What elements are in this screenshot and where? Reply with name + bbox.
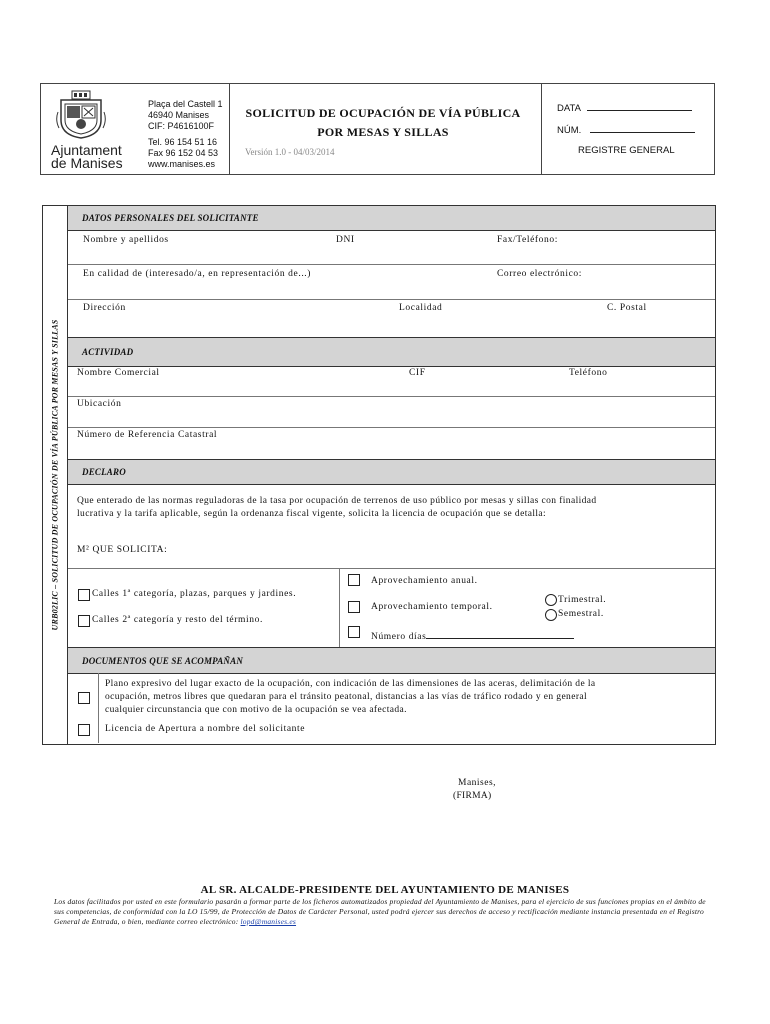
application-form bbox=[42, 205, 716, 745]
row-nombre-comercial[interactable] bbox=[68, 366, 715, 397]
trimestral-radio[interactable] bbox=[545, 594, 557, 606]
section-declaro: DECLARO bbox=[68, 459, 715, 485]
section-datos-personales: DATOS PERSONALES DEL SOLICITANTE bbox=[68, 205, 715, 231]
telefono-label: Teléfono bbox=[569, 368, 608, 378]
divider bbox=[68, 568, 715, 569]
row-ubicacion[interactable] bbox=[68, 397, 715, 428]
calles-2-checkbox[interactable] bbox=[78, 615, 90, 627]
calles-2-label: Calles 2ª categoría y resto del término. bbox=[92, 615, 263, 625]
firma-label[interactable]: (FIRMA) bbox=[453, 791, 492, 801]
semestral-radio[interactable] bbox=[545, 609, 557, 621]
row-referencia-catastral[interactable] bbox=[68, 428, 715, 458]
numero-dias-checkbox[interactable] bbox=[348, 626, 360, 638]
lopd-email-link[interactable]: lopd@manises.es bbox=[240, 917, 297, 926]
footer-title: AL SR. ALCALDE-PRESIDENTE DEL AYUNTAMIENTO DE MANISES bbox=[200, 884, 570, 896]
localidad-label: Localidad bbox=[399, 303, 443, 313]
logo-name: Ajuntament de Manises bbox=[51, 142, 123, 171]
contact-block: Tel. 96 154 51 16 Fax 96 152 04 53 www.manises.es bbox=[148, 137, 219, 169]
m2-label[interactable]: M² QUE SOLICITA: bbox=[77, 545, 168, 555]
address-block: Plaça del Castell 1 46940 Manises CIF: P4616100F bbox=[148, 99, 223, 131]
ubicacion-label: Ubicación bbox=[77, 399, 122, 409]
data-field[interactable]: DATA bbox=[557, 101, 692, 114]
lopd-notice: Los datos facilitados por usted en este formulario pasarán a formar parte de los ficheros automatizados propiedad del Ayuntamiento de Manises, para el ejercicio de sus funciones propias en el ámbito de sus competencias, de conformidad con la LO 15/99, de Protección de Datos de Carácter Personal, usted podrá ejercer sus derechos de acceso y rectificación mediante instancia presentada en el Registro General de Entrada, o bien, mediante correo electrónico: lopd@manises.es bbox=[54, 897, 706, 926]
declaro-text: Que enterado de las normas reguladoras de la tasa por ocupación de terrenos de uso público por mesas y sillas con finalidad lucrativa y la tarifa aplicable, según la ordenanza fiscal vigente, solicita la licencia de ocupación que se detalla: bbox=[77, 496, 597, 519]
row-direccion[interactable] bbox=[68, 300, 715, 336]
plano-checkbox[interactable] bbox=[78, 692, 90, 704]
section-actividad: ACTIVIDAD bbox=[68, 337, 715, 367]
correo-label: Correo electrónico: bbox=[497, 269, 582, 279]
row-calidad-correo[interactable] bbox=[68, 265, 715, 300]
aprov-anual-label: Aprovechamiento anual. bbox=[371, 576, 478, 586]
semestral-label: Semestral. bbox=[558, 609, 604, 619]
divider-vertical bbox=[98, 673, 99, 743]
aprov-anual-checkbox[interactable] bbox=[348, 574, 360, 586]
num-field[interactable]: NÚM. bbox=[557, 123, 695, 136]
header-box bbox=[40, 83, 715, 175]
row-nombre-dni-fax[interactable] bbox=[68, 230, 715, 265]
numero-dias-field[interactable]: Número días bbox=[371, 629, 574, 642]
cif-label: CIF bbox=[409, 368, 426, 378]
divider-vertical bbox=[339, 568, 340, 647]
version-label: Versión 1.0 - 04/03/2014 bbox=[245, 147, 335, 157]
header-divider bbox=[541, 84, 542, 174]
nombre-label: Nombre y apellidos bbox=[83, 235, 169, 245]
licencia-label: Licencia de Apertura a nombre del solicitante bbox=[105, 724, 306, 734]
nombre-comercial-label: Nombre Comercial bbox=[77, 368, 160, 378]
direccion-label: Dirección bbox=[83, 303, 126, 313]
dni-label: DNI bbox=[336, 235, 355, 245]
coat-of-arms-logo bbox=[55, 90, 107, 140]
licencia-checkbox[interactable] bbox=[78, 724, 90, 736]
section-documentos: DOCUMENTOS QUE SE ACOMPAÑAN bbox=[68, 647, 715, 674]
side-column bbox=[43, 206, 68, 744]
plano-text: Plano expresivo del lugar exacto de la ocupación, con indicación de las dimensiones de las aceras, delimitación de la ocupación, metros libres que quedaran para el tránsito peatonal, distancias a las vías de tráfico rodado y en general cualquier circunstancia que con motivo de la ocupación se vea afectada. bbox=[105, 679, 596, 715]
calles-1-checkbox[interactable] bbox=[78, 589, 90, 601]
registre-general-label: REGISTRE GENERAL bbox=[578, 145, 675, 156]
fax-label: Fax/Teléfono: bbox=[497, 235, 558, 245]
form-title: SOLICITUD DE OCUPACIÓN DE VÍA PÚBLICA POR MESAS Y SILLAS bbox=[245, 106, 521, 139]
side-form-code: URB02LIC – SOLICITUD DE OCUPACIÓN DE VÍA PÚBLICA POR MESAS Y SILLAS bbox=[50, 319, 60, 631]
aprov-temporal-label: Aprovechamiento temporal. bbox=[371, 602, 493, 612]
referencia-label: Número de Referencia Catastral bbox=[77, 430, 218, 440]
aprov-temporal-checkbox[interactable] bbox=[348, 601, 360, 613]
cpostal-label: C. Postal bbox=[607, 303, 647, 313]
firma-place: Manises, bbox=[458, 778, 497, 788]
calles-1-label: Calles 1ª categoría, plazas, parques y jardines. bbox=[92, 589, 297, 599]
calidad-label: En calidad de (interesado/a, en representación de...) bbox=[83, 269, 312, 279]
trimestral-label: Trimestral. bbox=[558, 595, 607, 605]
